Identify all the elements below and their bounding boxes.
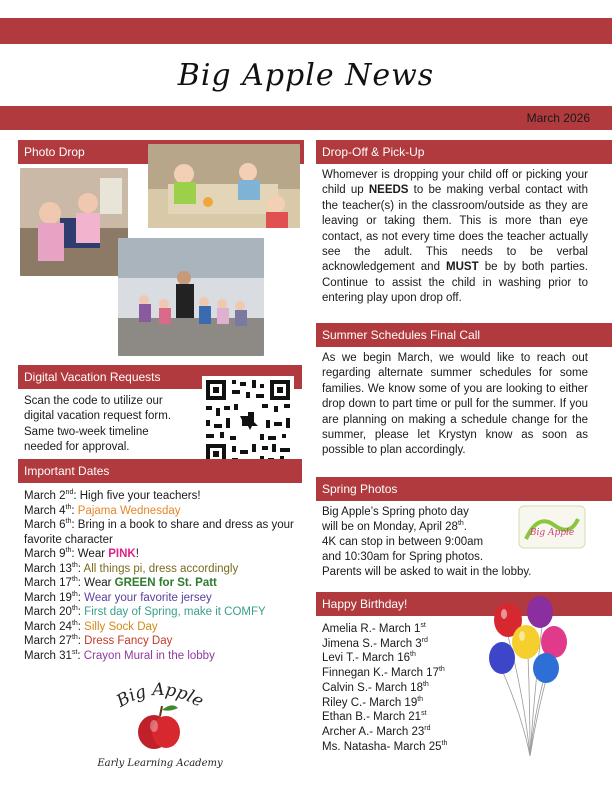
important-date-item: March 20th: First day of Spring, make it COMFY [24, 605, 266, 618]
birthday-item: Calvin S.- March 18th [322, 680, 429, 694]
svg-text:Big Apple: Big Apple [529, 528, 575, 538]
important-date-item: March 2nd: High five your teachers! [24, 489, 201, 502]
spring-photos-heading: Spring Photos [316, 477, 612, 501]
important-dates-list [24, 489, 304, 663]
dropoff-must: MUST [446, 261, 479, 274]
birthday-item: Finnegan K.- March 17th [322, 666, 445, 680]
balloons-icon [488, 596, 570, 766]
important-date-item: March 31st: Crayon Mural in the lobby [24, 648, 215, 662]
summer-heading: Summer Schedules Final Call [316, 323, 612, 347]
birthday-item: Ethan B.- March 21st [322, 710, 427, 724]
spring-line-5: Parents will be asked to wait in the lobby. [322, 566, 532, 578]
svg-text:Early Learning Academy: Early Learning Academy [97, 758, 223, 769]
spring-line-3: 4K can stop in between 9:00am [322, 536, 484, 548]
spring-line-1: Big Apple’s Spring photo day [322, 506, 469, 518]
date-banner [0, 106, 612, 130]
birthday-heading: Happy Birthday! [316, 592, 612, 616]
spring-line-2: will be on Monday, April 28th. [322, 520, 467, 533]
photo-children-outside [118, 238, 264, 356]
dropoff-text-2: to be making verbal contact with the teacher(s) in the classroom/outside as they are leaving or taking them. This is more than eye contact, as not every time does the teacher actually see the adult. This needs to be verbal acknowledgement and [322, 184, 588, 274]
important-date-item: March 17th: Wear GREEN for St. Patt [24, 576, 217, 589]
issue-date: March 2026 [526, 111, 590, 125]
photo-drop-heading: Photo Drop [18, 140, 304, 164]
svg-text:Big Apple: Big Apple [113, 679, 207, 712]
important-dates-heading: Important Dates [18, 459, 302, 483]
big-apple-logo [92, 672, 228, 772]
photo-children-table-2 [148, 144, 300, 228]
important-date-item: March 13th: All things pi, dress accordingly [24, 561, 239, 575]
photo-children-table-1 [20, 168, 128, 276]
important-date-item: March 4th: Pajama Wednesday [24, 503, 181, 517]
important-date-item: March 24th: Silly Sock Day [24, 619, 158, 633]
qr-code-icon[interactable] [202, 376, 294, 468]
dropoff-heading: Drop-Off & Pick-Up [316, 140, 612, 164]
important-date-item: March 19th: Wear your favorite jersey [24, 590, 212, 604]
birthday-item: Riley C.- March 19th [322, 695, 424, 709]
birthday-item: Jimena S.- March 3rd [322, 636, 428, 650]
birthday-item: Amelia R.- March 1st [322, 622, 426, 635]
dropoff-body [322, 168, 588, 307]
top-banner [0, 18, 612, 44]
important-date-item: March 6th: Bring in a book to share and dress as your favorite character [24, 518, 294, 546]
birthday-item: Archer A.- March 23rd [322, 725, 431, 738]
vacation-body: Scan the code to utilize our digital vacation request form. Same two-week timeline needed for approval. [24, 395, 172, 454]
dropoff-needs: NEEDS [368, 184, 409, 197]
summer-body: As we begin March, we would like to reach out regarding alternate summer schedules for some families. We know some of you are looking to either drop down to part time or pull for the summer. If you are planning on making a schedule change for the summer, please let Krystyn know as soon as possible to plan accordingly. [322, 352, 588, 457]
spring-line-4: and 10:30am for Spring photos. [322, 551, 484, 563]
spring-photos-logo [518, 505, 586, 549]
dropoff-text-3: be by both parties. Continue to assist the child in washing prior to entering play upon drop off. [322, 261, 588, 305]
vacation-heading: Digital Vacation Requests [18, 365, 302, 389]
newsletter-title: Big Apple News [177, 58, 435, 93]
birthday-item: Ms. Natasha- March 25th [322, 739, 448, 753]
dropoff-text-1: Whomever is dropping your child off or picking your child up [322, 169, 588, 197]
important-date-item: March 27th: Dress Fancy Day [24, 634, 173, 647]
birthday-item: Levi T.- March 16th [322, 651, 416, 665]
birthday-list [322, 622, 502, 754]
important-date-item: March 9th: Wear PINK! [24, 547, 139, 560]
